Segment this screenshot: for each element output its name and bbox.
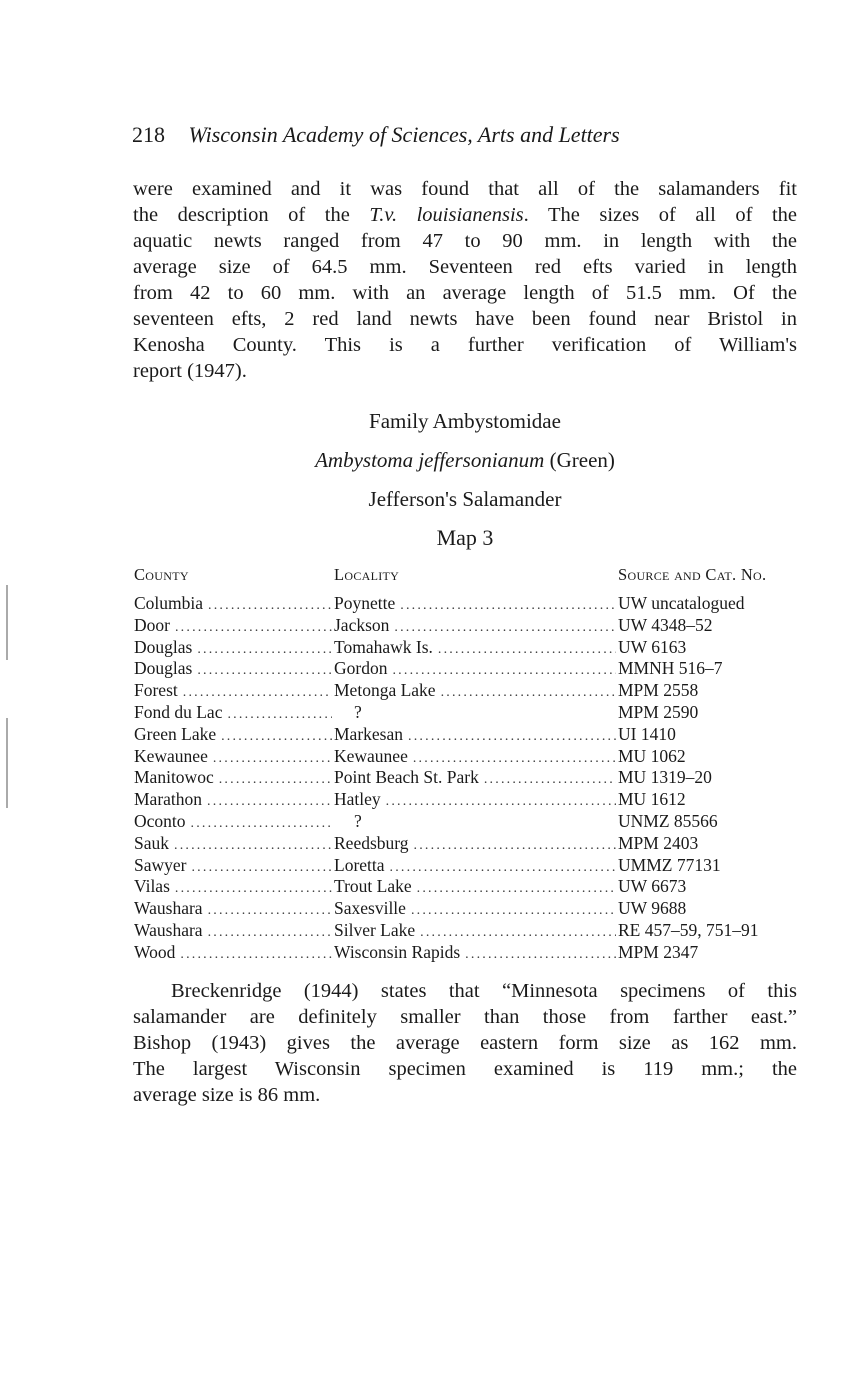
- running-header: [132, 122, 772, 148]
- cell-locality: [334, 898, 618, 919]
- county-text: Wood: [134, 941, 176, 962]
- locality-text: Poynette: [334, 593, 396, 613]
- cell-county: [134, 767, 334, 788]
- locality-text: Tomahawk Is.: [334, 636, 433, 657]
- leader-dots: [413, 751, 616, 767]
- leader-dots: [197, 642, 332, 658]
- leader-dots: [227, 707, 332, 723]
- cell-county: [134, 898, 334, 919]
- leader-dots: [221, 729, 332, 745]
- cell-locality: [334, 855, 618, 876]
- cell-locality: [334, 746, 618, 767]
- cell-source: MU 1062: [618, 745, 686, 766]
- species-heading: [133, 448, 797, 473]
- text-line: [133, 202, 797, 228]
- cell-county: [134, 680, 334, 701]
- cell-county: [134, 746, 334, 767]
- locality-text: Jackson: [334, 614, 390, 635]
- leader-dots: [394, 620, 616, 636]
- locality-text: Saxesville: [334, 898, 406, 919]
- cell-county: [134, 876, 334, 897]
- cell-locality: [334, 942, 618, 963]
- leader-dots: [438, 642, 616, 658]
- county-text: Manitowoc: [134, 767, 214, 788]
- table-row: [134, 855, 804, 877]
- county-text: Vilas: [134, 876, 170, 897]
- text-line: Bishop (1943) gives the average eastern form size as 162 mm.: [133, 1032, 797, 1054]
- leader-dots: [191, 860, 332, 876]
- leader-dots: [420, 925, 616, 941]
- locality-text: ?: [354, 810, 362, 831]
- locality-text: Markesan: [334, 723, 404, 744]
- cell-locality: [334, 767, 618, 788]
- cell-county: [134, 942, 334, 963]
- common-name: Jefferson's Salamander: [368, 487, 562, 511]
- leader-dots: [484, 772, 616, 788]
- table-row: [134, 702, 804, 724]
- text-line: were examined and it was found that all of the salamanders fit: [133, 178, 797, 200]
- text-line: Kenosha County. This is a further verification of William's: [133, 334, 797, 356]
- county-text: Douglas: [134, 636, 193, 657]
- cell-county: [134, 855, 334, 876]
- table-row: [134, 789, 804, 811]
- table-row: [134, 833, 804, 855]
- leader-dots: [386, 794, 616, 810]
- table-row: [134, 898, 804, 920]
- cell-source: UW uncatalogued: [618, 593, 745, 613]
- county-text: Forest: [134, 680, 178, 701]
- cell-source: UMMZ 77131: [618, 854, 721, 875]
- leader-dots: [191, 816, 332, 832]
- leader-dots: [180, 947, 332, 963]
- table-row: [134, 593, 804, 615]
- cell-county: [134, 702, 334, 723]
- table-row: [134, 680, 804, 702]
- leader-dots: [208, 598, 332, 614]
- cell-county: [134, 637, 334, 658]
- cell-source: MPM 2558: [618, 680, 699, 701]
- table-row: [134, 724, 804, 746]
- county-text: Oconto: [134, 810, 186, 831]
- species-author: (Green): [549, 448, 615, 472]
- table-row: [134, 746, 804, 768]
- species-latin: Ambystoma jeffersonianum: [315, 448, 545, 472]
- leader-dots: [411, 903, 616, 919]
- county-text: Fond du Lac: [134, 701, 223, 722]
- table-row: [134, 942, 804, 964]
- text-line: seventeen efts, 2 red land newts have been found near Bristol in: [133, 308, 797, 330]
- cell-source: MMNH 516–7: [618, 658, 723, 679]
- locality-text: Kewaunee: [334, 745, 408, 766]
- leader-dots: [213, 751, 332, 767]
- table-body: [134, 593, 804, 964]
- header-locality: Locality: [334, 565, 400, 584]
- locality-text: Hatley: [334, 789, 381, 810]
- header-source: Source and Cat. No.: [618, 565, 767, 584]
- paragraph-size: [133, 978, 797, 1108]
- cell-county: [134, 724, 334, 745]
- page-number: 218: [132, 122, 165, 147]
- text-line: salamander are definitely smaller than those from farther east.”: [133, 1006, 797, 1028]
- county-text: Door: [134, 614, 170, 635]
- leader-dots: [208, 903, 332, 919]
- locality-text: Wisconsin Rapids: [334, 941, 461, 962]
- locality-text: Reedsburg: [334, 832, 409, 853]
- family-heading: Family Ambystomidae: [369, 409, 561, 433]
- text-run: the description of the: [133, 204, 370, 226]
- cell-source: MPM 2347: [618, 941, 699, 962]
- county-text: Columbia: [134, 593, 204, 613]
- cell-locality: [334, 789, 618, 810]
- text-line: The largest Wisconsin specimen examined is 119 mm.; the: [133, 1058, 797, 1080]
- leader-dots: [441, 685, 616, 701]
- county-text: Waushara: [134, 919, 203, 940]
- table-row: [134, 767, 804, 789]
- table-row: [134, 658, 804, 680]
- margin-mark: [6, 585, 8, 660]
- leader-dots: [400, 598, 616, 614]
- cell-source: UI 1410: [618, 723, 676, 744]
- leader-dots: [197, 663, 332, 679]
- locality-text: Loretta: [334, 854, 385, 875]
- table-row: [134, 811, 804, 833]
- cell-locality: [334, 680, 618, 701]
- cell-locality: [334, 920, 618, 941]
- text-line: average size of 64.5 mm. Seventeen red efts varied in length: [133, 256, 797, 278]
- table-row: [134, 637, 804, 659]
- county-text: Douglas: [134, 658, 193, 679]
- leader-dots: [175, 620, 332, 636]
- leader-dots: [175, 881, 332, 897]
- cell-locality: [334, 615, 618, 636]
- cell-county: [134, 833, 334, 854]
- locality-text: Silver Lake: [334, 919, 416, 940]
- leader-dots: [174, 838, 332, 854]
- leader-dots: [208, 925, 332, 941]
- leader-dots: [392, 663, 616, 679]
- leader-dots: [207, 794, 332, 810]
- leader-dots: [219, 772, 332, 788]
- locality-text: Metonga Lake: [334, 680, 436, 701]
- cell-source: UW 6163: [618, 636, 687, 657]
- margin-mark: [6, 718, 8, 808]
- cell-county: [134, 789, 334, 810]
- journal-title: Wisconsin Academy of Sciences, Arts and Letters: [188, 122, 620, 147]
- leader-dots: [183, 685, 332, 701]
- text-line: Breckenridge (1944) states that “Minnesota specimens of this: [171, 980, 797, 1002]
- cell-locality: [334, 833, 618, 854]
- cell-locality: [334, 724, 618, 745]
- county-text: Kewaunee: [134, 745, 208, 766]
- locality-table: [134, 565, 804, 964]
- leader-dots: [390, 860, 616, 876]
- cell-source: UW 4348–52: [618, 614, 713, 635]
- leader-dots: [408, 729, 616, 745]
- leader-dots: [414, 838, 616, 854]
- cell-source: MU 1319–20: [618, 767, 712, 788]
- cell-locality: [334, 702, 618, 723]
- cell-source: UW 6673: [618, 876, 687, 897]
- paragraph-newts: [133, 176, 797, 384]
- cell-locality: [334, 811, 618, 832]
- text-line: average size is 86 mm.: [133, 1084, 321, 1106]
- table-row: [134, 876, 804, 898]
- cell-county: [134, 615, 334, 636]
- leader-dots: [417, 881, 616, 897]
- county-text: Green Lake: [134, 723, 217, 744]
- locality-text: Trout Lake: [334, 876, 412, 897]
- locality-text: ?: [354, 701, 362, 722]
- text-line: report (1947).: [133, 360, 247, 382]
- cell-county: [134, 920, 334, 941]
- cell-locality: [334, 593, 618, 614]
- cell-county: [134, 593, 334, 614]
- cell-source: MPM 2403: [618, 832, 699, 853]
- cell-locality: [334, 658, 618, 679]
- cell-locality: [334, 637, 618, 658]
- cell-county: [134, 658, 334, 679]
- table-row: [134, 615, 804, 637]
- cell-source: MU 1612: [618, 789, 686, 810]
- locality-text: Point Beach St. Park: [334, 767, 479, 788]
- text-run: . The sizes of all of the: [523, 204, 797, 226]
- table-row: [134, 920, 804, 942]
- leader-dots: [465, 947, 616, 963]
- taxon-name: T.v. louisianensis: [369, 204, 524, 226]
- text-line: aquatic newts ranged from 47 to 90 mm. in length with the: [133, 230, 797, 252]
- county-text: Sawyer: [134, 854, 187, 875]
- header-county: County: [134, 565, 189, 584]
- text-line: from 42 to 60 mm. with an average length of 51.5 mm. Of the: [133, 282, 797, 304]
- county-text: Sauk: [134, 832, 169, 853]
- county-text: Waushara: [134, 898, 203, 919]
- map-label: Map 3: [436, 525, 494, 550]
- cell-source: UW 9688: [618, 898, 687, 919]
- locality-text: Gordon: [334, 658, 388, 679]
- cell-source: UNMZ 85566: [618, 810, 718, 831]
- cell-locality: [334, 876, 618, 897]
- cell-county: [134, 811, 334, 832]
- cell-source: RE 457–59, 751–91: [618, 919, 759, 940]
- county-text: Marathon: [134, 789, 203, 810]
- cell-source: MPM 2590: [618, 701, 699, 722]
- table-header: [134, 565, 804, 593]
